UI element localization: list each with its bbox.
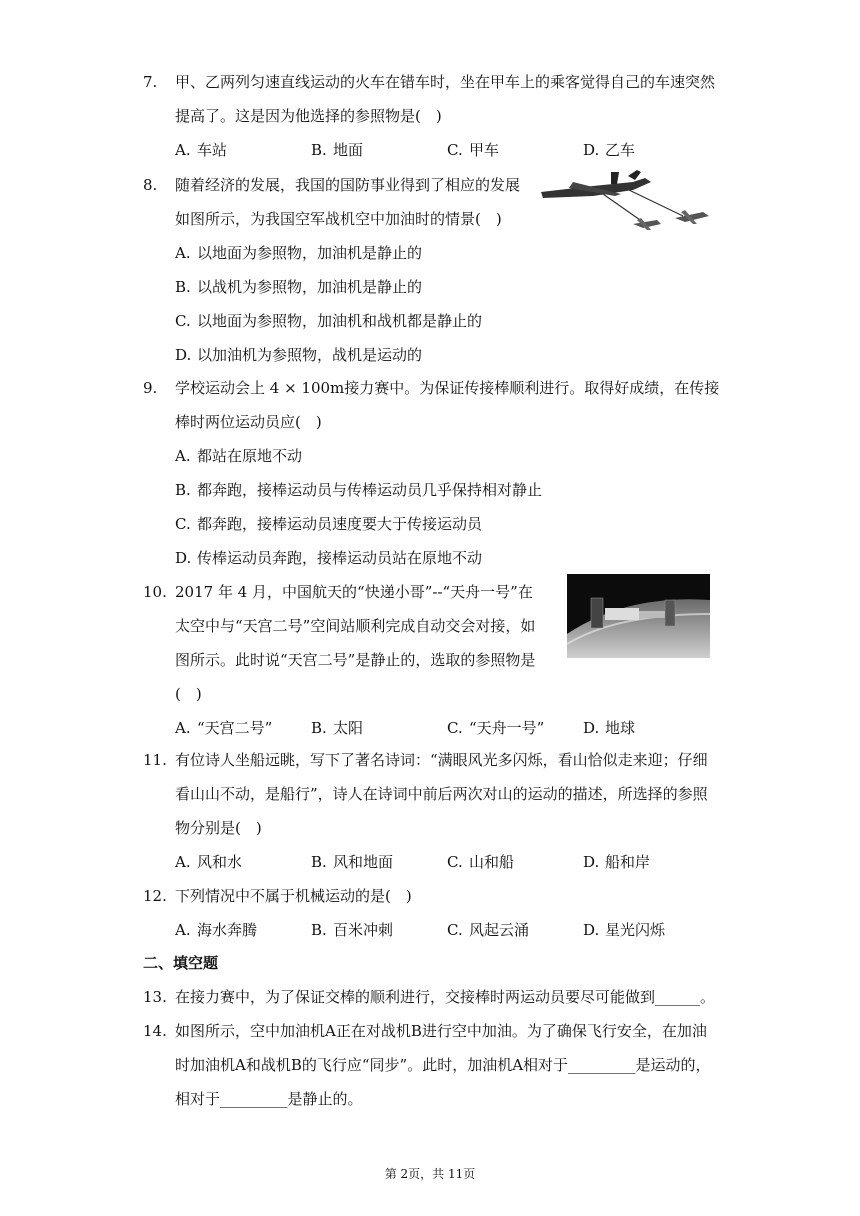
q12-number: 12. (143, 887, 167, 905)
q12-line-1: 下列情况中不属于机械运动的是( ) (175, 887, 412, 905)
q7-option-d: D. 乙车 (583, 141, 636, 159)
q10-line-2: 太空中与“天宫二号”空间站顺利完成自动交会对接，如 (175, 617, 536, 635)
q10-option-b: B. 太阳 (311, 719, 364, 737)
q7-option-b: B. 地面 (311, 141, 364, 159)
q12-option-b: B. 百米冲刺 (311, 921, 394, 939)
q14-line-1: 如图所示，空中加油机A正在对战机B进行空中加油。为了确保飞行安全，在加油 (175, 1022, 707, 1040)
q7-line-2: 提高了。这是因为他选择的参照物是( ) (175, 107, 442, 125)
q11-line-3: 物分别是( ) (175, 819, 262, 837)
q9-option-b: B. 都奔跑，接棒运动员与传棒运动员几乎保持相对静止 (175, 481, 543, 499)
q11-line-2: 看山山不动，是船行”，诗人在诗词中前后两次对山的运动的描述，所选择的参照 (175, 785, 708, 803)
q8-option-d: D. 以加油机为参照物，战机是运动的 (175, 346, 423, 364)
space-docking-image (567, 574, 710, 658)
q14-number: 14. (143, 1022, 167, 1040)
q8-option-c: C. 以地面为参照物，加油机和战机都是静止的 (175, 312, 483, 330)
q7-option-c: C. 甲车 (447, 141, 500, 159)
aerial-refueling-image (533, 168, 715, 244)
q7-number: 7. (143, 73, 158, 91)
q10-option-d: D. 地球 (583, 719, 636, 737)
q8-line-1: 随着经济的发展，我国的国防事业得到了相应的发展 (175, 176, 521, 194)
q7-option-a: A. 车站 (175, 141, 228, 159)
q13-line-1: 在接力赛中，为了保证交棒的顺利进行，交接棒时两运动员要尽可能做到______。 (175, 988, 716, 1006)
q9-option-c: C. 都奔跑，接棒运动员速度要大于传接运动员 (175, 515, 483, 533)
q10-option-a: A. “天宫二号” (175, 719, 273, 737)
q11-line-1: 有位诗人坐船远眺，写下了著名诗词：“满眼风光多闪烁，看山恰似走来迎；仔细 (175, 751, 708, 769)
q14-line-3: 相对于_________是静止的。 (175, 1090, 363, 1108)
q11-option-a: A. 风和水 (175, 853, 243, 871)
q11-option-b: B. 风和地面 (311, 853, 394, 871)
q9-line-1: 学校运动会上 4 × 100m接力赛中。为保证传接棒顺利进行。取得好成绩，在传接 (175, 379, 720, 397)
q13-number: 13. (143, 988, 167, 1006)
q10-line-1: 2017 年 4 月，中国航天的“快递小哥”--“天舟一号”在 (175, 583, 533, 601)
page-footer: 第 2页，共 11页 (384, 1167, 476, 1181)
q14-line-2: 时加油机A和战机B的飞行应“同步”。此时，加油机A相对于_________是运动的， (175, 1056, 711, 1074)
q12-option-d: D. 星光闪烁 (583, 921, 666, 939)
q10-line-3: 图所示。此时说“天宫二号”是静止的，选取的参照物是 (175, 651, 536, 669)
q9-option-d: D. 传棒运动员奔跑，接棒运动员站在原地不动 (175, 549, 483, 567)
q8-option-a: A. 以地面为参照物，加油机是静止的 (175, 244, 423, 262)
q8-line-2: 如图所示，为我国空军战机空中加油时的情景( ) (175, 210, 502, 228)
section-heading-fill-blank: 二、填空题 (143, 954, 219, 972)
q10-line-4: ( ) (175, 685, 202, 703)
q9-number: 9. (143, 379, 158, 397)
q9-option-a: A. 都站在原地不动 (175, 447, 303, 465)
q10-number: 10. (143, 583, 167, 601)
q11-option-c: C. 山和船 (447, 853, 515, 871)
q12-option-a: A. 海水奔腾 (175, 921, 258, 939)
q11-number: 11. (143, 751, 167, 769)
q7-line-1: 甲、乙两列匀速直线运动的火车在错车时，坐在甲车上的乘客觉得自己的车速突然 (175, 73, 716, 91)
q9-line-2: 棒时两位运动员应( ) (175, 413, 322, 431)
q8-number: 8. (143, 176, 158, 194)
q12-option-c: C. 风起云涌 (447, 921, 530, 939)
q10-option-c: C. “天舟一号” (447, 719, 545, 737)
q8-option-b: B. 以战机为参照物，加油机是静止的 (175, 278, 423, 296)
q11-option-d: D. 船和岸 (583, 853, 651, 871)
